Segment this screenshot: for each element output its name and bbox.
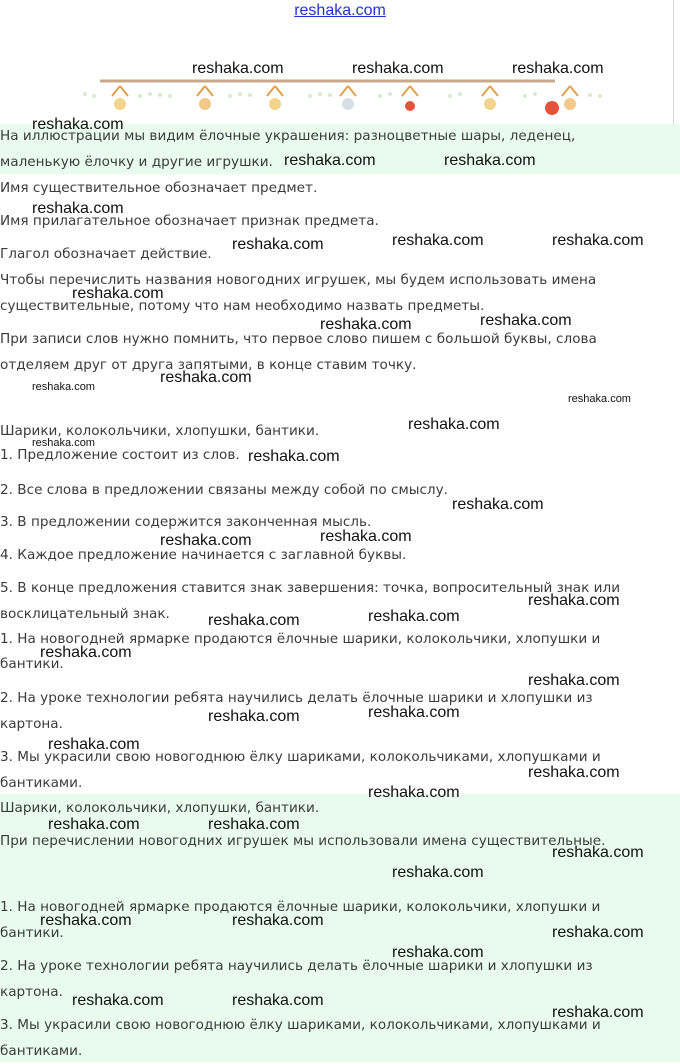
text-line: 2. На уроке технологии ребята научились делать ёлочные шарики и хлопушки из bbox=[0, 958, 593, 974]
watermark: reshaka.com bbox=[208, 612, 300, 629]
watermark: reshaka.com bbox=[480, 312, 572, 329]
watermark: reshaka.com bbox=[528, 764, 620, 781]
watermark: reshaka.com bbox=[284, 152, 376, 169]
text-line: восклицательный знак. bbox=[0, 606, 170, 622]
watermark: reshaka.com bbox=[408, 416, 500, 433]
watermark: reshaka.com bbox=[248, 448, 340, 465]
text-line: Чтобы перечислить названия новогодних игрушек, мы будем использовать имена bbox=[0, 272, 597, 288]
watermark: reshaka.com bbox=[368, 608, 460, 625]
watermark: reshaka.com bbox=[512, 60, 604, 77]
watermark: reshaka.com bbox=[444, 152, 536, 169]
text-line: Шарики, колокольчики, хлопушки, бантики. bbox=[0, 800, 320, 816]
watermark: reshaka.com bbox=[32, 381, 95, 393]
watermark: reshaka.com bbox=[72, 285, 164, 302]
watermark: reshaka.com bbox=[40, 644, 132, 661]
watermark: reshaka.com bbox=[552, 1004, 644, 1021]
text-line: 3. Мы украсили свою новогоднюю ёлку шариками, колокольчиками, хлопушками и bbox=[0, 1017, 601, 1033]
text-line: бантики. bbox=[0, 925, 64, 941]
text-line: картона. bbox=[0, 716, 63, 732]
watermark: reshaka.com bbox=[552, 924, 644, 941]
text-line: 3. В предложении содержится законченная мысль. bbox=[0, 514, 372, 530]
text-line: маленькую ёлочку и другие игрушки. bbox=[0, 154, 273, 170]
site-link[interactable]: reshaka.com bbox=[294, 2, 386, 19]
watermark: reshaka.com bbox=[352, 60, 444, 77]
text-line: 2. На уроке технологии ребята научились делать ёлочные шарики и хлопушки из bbox=[0, 690, 593, 706]
watermark: reshaka.com bbox=[32, 200, 124, 217]
watermark: reshaka.com bbox=[392, 944, 484, 961]
text-line: Имя существительное обозначает предмет. bbox=[0, 180, 318, 196]
text-line: На иллюстрации мы видим ёлочные украшения: разноцветные шары, леденец, bbox=[0, 128, 576, 144]
watermark: reshaka.com bbox=[552, 844, 644, 861]
text-line: 1. На новогодней ярмарке продаются ёлочные шарики, колокольчики, хлопушки и bbox=[0, 631, 601, 647]
watermark: reshaka.com bbox=[368, 784, 460, 801]
text-line: бантики. bbox=[0, 656, 64, 672]
watermark: reshaka.com bbox=[160, 369, 252, 386]
watermark: reshaka.com bbox=[552, 232, 644, 249]
watermark: reshaka.com bbox=[48, 816, 140, 833]
text-line: картона. bbox=[0, 984, 63, 1000]
watermark: reshaka.com bbox=[392, 232, 484, 249]
watermark: reshaka.com bbox=[392, 864, 484, 881]
watermark: reshaka.com bbox=[192, 60, 284, 77]
watermark: reshaka.com bbox=[368, 704, 460, 721]
text-line: 1. На новогодней ярмарке продаются ёлочные шарики, колокольчики, хлопушки и bbox=[0, 899, 601, 915]
watermark: reshaka.com bbox=[48, 736, 140, 753]
watermark: reshaka.com bbox=[528, 592, 620, 609]
watermark: reshaka.com bbox=[320, 316, 412, 333]
text-line: бантиками. bbox=[0, 1043, 83, 1059]
text-line: 5. В конце предложения ставится знак завершения: точка, вопросительный знак или bbox=[0, 580, 621, 596]
divider bbox=[673, 0, 674, 125]
text-line: При записи слов нужно помнить, что первое слово пишем с большой буквы, слова bbox=[0, 331, 597, 347]
text-line: 4. Каждое предложение начинается с заглавной буквы. bbox=[0, 547, 407, 563]
text-line: Имя прилагательное обозначает признак предмета. bbox=[0, 213, 379, 229]
watermark: reshaka.com bbox=[208, 816, 300, 833]
text-line: 3. Мы украсили свою новогоднюю ёлку шариками, колокольчиками, хлопушками и bbox=[0, 749, 601, 765]
text-line: 1. Предложение состоит из слов. bbox=[0, 447, 240, 463]
watermark: reshaka.com bbox=[232, 992, 324, 1009]
text-line: существительные, потому что нам необходимо назвать предметы. bbox=[0, 298, 485, 314]
text-line: 2. Все слова в предложении связаны между собой по смыслу. bbox=[0, 482, 448, 498]
watermark: reshaka.com bbox=[452, 496, 544, 513]
watermark: reshaka.com bbox=[40, 912, 132, 929]
text-line: Глагол обозначает действие. bbox=[0, 246, 212, 262]
text-line: бантиками. bbox=[0, 775, 83, 791]
watermark: reshaka.com bbox=[528, 672, 620, 689]
watermark: reshaka.com bbox=[32, 437, 95, 449]
text-line: Шарики, колокольчики, хлопушки, бантики. bbox=[0, 423, 320, 439]
watermark: reshaka.com bbox=[232, 236, 324, 253]
text-line: отделяем друг от друга запятыми, в конце ставим точку. bbox=[0, 357, 417, 373]
watermark: reshaka.com bbox=[568, 393, 631, 405]
watermark: reshaka.com bbox=[320, 528, 412, 545]
text-line: При перечислении новогодних игрушек мы использовали имена существительные. bbox=[0, 833, 606, 849]
watermark: reshaka.com bbox=[32, 116, 124, 133]
watermark: reshaka.com bbox=[232, 912, 324, 929]
watermark: reshaka.com bbox=[72, 992, 164, 1009]
watermark: reshaka.com bbox=[208, 708, 300, 725]
watermark: reshaka.com bbox=[160, 532, 252, 549]
